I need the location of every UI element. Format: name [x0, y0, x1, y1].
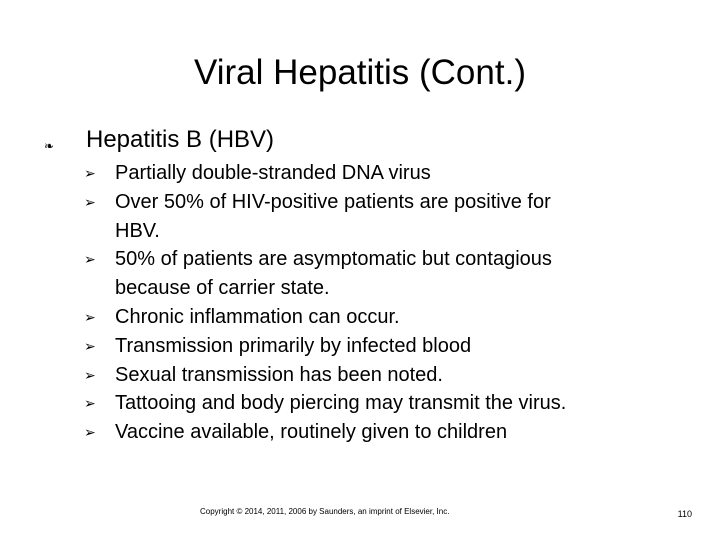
list-item-text: Sexual transmission has been noted.	[115, 363, 443, 386]
list-item	[84, 245, 684, 303]
slide-title: Viral Hepatitis (Cont.)	[194, 53, 526, 92]
arrow-bullet-icon: ➢	[84, 251, 96, 268]
curl-bullet-icon: ❧	[44, 139, 55, 153]
main-bullet	[44, 120, 274, 160]
arrow-bullet-icon: ➢	[84, 366, 96, 383]
arrow-bullet-icon: ➢	[84, 193, 96, 210]
list-item	[84, 188, 684, 246]
list-item-text: Tattooing and body piercing may transmit the virus.	[115, 392, 567, 415]
list-item	[84, 389, 684, 418]
page-number: 110	[677, 509, 692, 519]
list-item-text: Vaccine available, routinely given to children	[115, 421, 508, 444]
sub-bullet-list	[84, 159, 684, 447]
list-item-text: Chronic inflammation can occur.	[115, 305, 400, 328]
arrow-bullet-icon: ➢	[84, 165, 96, 181]
list-item-text: Over 50% of HIV-positive patients are positive for	[115, 190, 551, 213]
arrow-bullet-icon: ➢	[84, 424, 96, 441]
list-item-text-continued: HBV.	[115, 219, 160, 242]
main-bullet-label: Hepatitis B (HBV)	[86, 126, 275, 153]
list-item	[84, 303, 684, 332]
list-item	[84, 159, 684, 188]
list-item-text: 50% of patients are asymptomatic but contagious	[115, 248, 552, 271]
arrow-bullet-icon: ➢	[84, 395, 96, 412]
list-item	[84, 332, 684, 361]
list-item-text: Transmission primarily by infected blood	[115, 334, 472, 357]
arrow-bullet-icon: ➢	[84, 308, 96, 325]
list-item-text-continued: because of carrier state.	[115, 277, 330, 300]
arrow-bullet-icon: ➢	[84, 337, 96, 354]
list-item	[84, 361, 684, 390]
list-item-text: Partially double-stranded DNA virus	[115, 162, 431, 184]
copyright-notice: Copyright © 2014, 2011, 2006 by Saunders, an imprint of Elsevier, Inc.	[200, 507, 450, 516]
list-item	[84, 418, 684, 447]
